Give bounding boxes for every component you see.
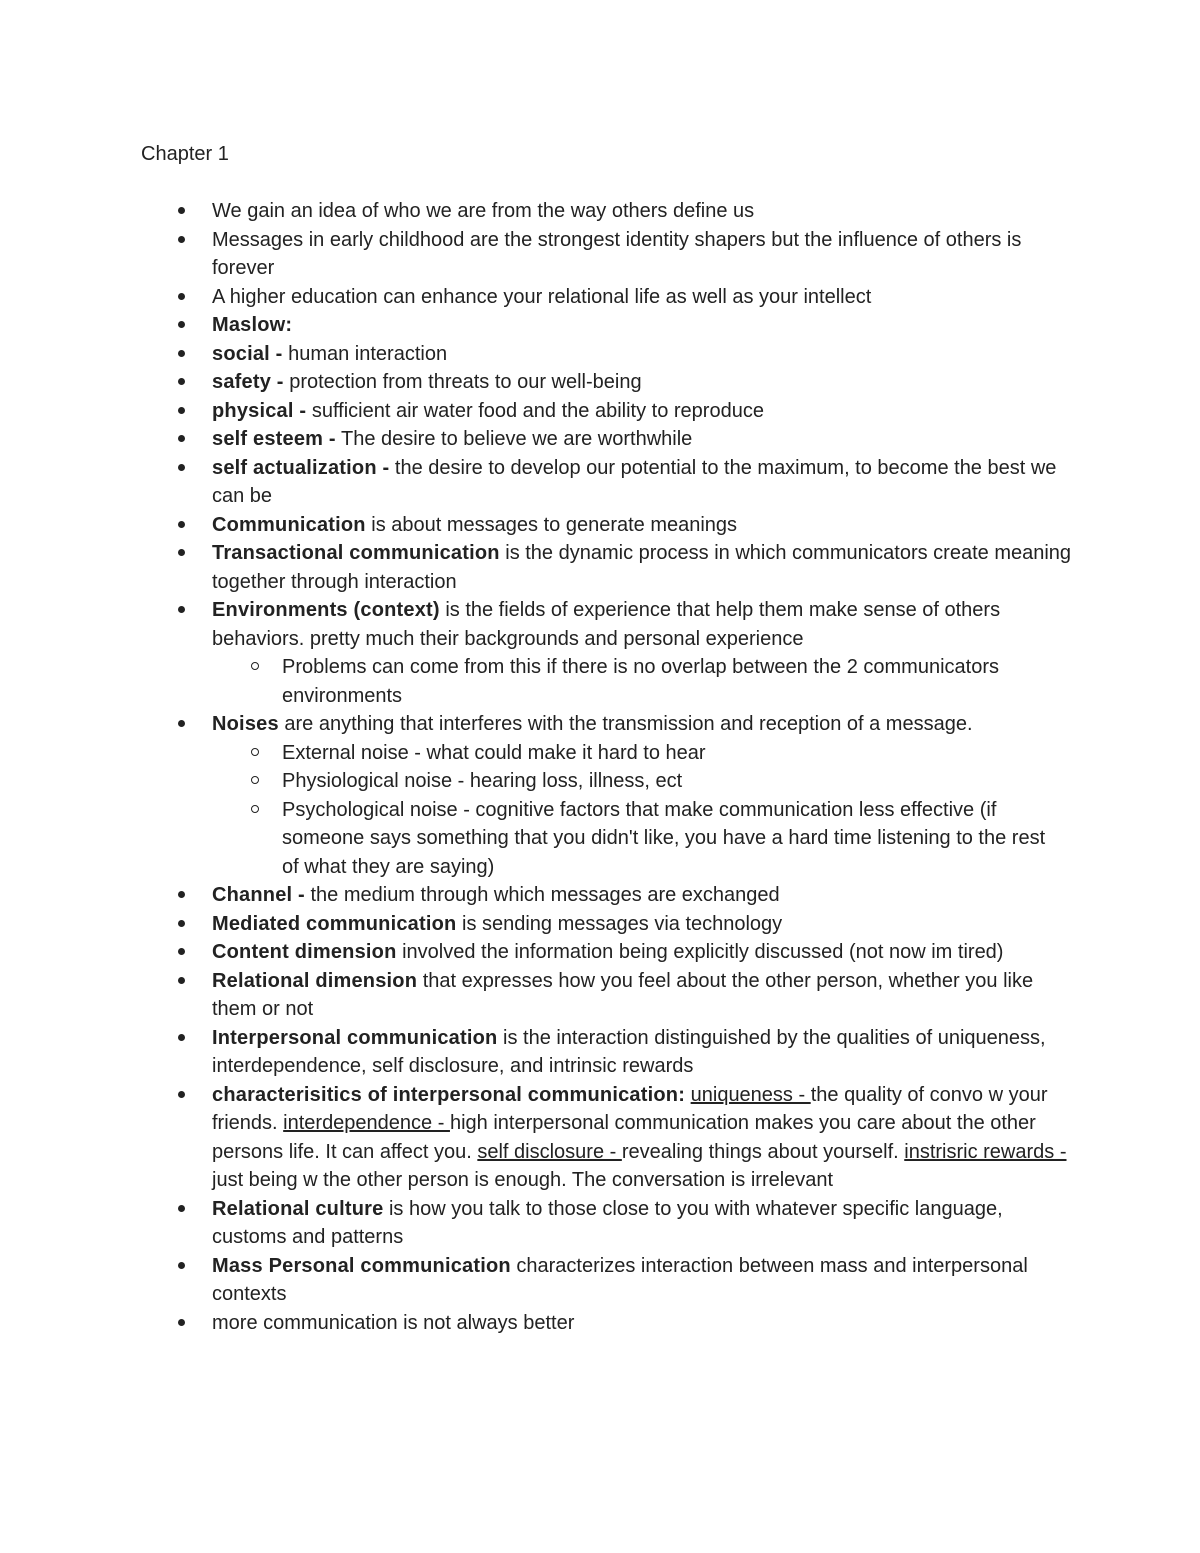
term: physical - bbox=[212, 399, 307, 422]
list-item: self esteem - The desire to believe we are worthwhile bbox=[0, 425, 1072, 454]
term: characterisitics of interpersonal communication: bbox=[212, 1083, 686, 1106]
chapter-title: Chapter 1 bbox=[141, 143, 229, 165]
sub-list-item: Psychological noise - cognitive factors that make communication less effective (if someone says something that you didn't like, you have a hard time listening to the rest of what they are saying) bbox=[212, 796, 1062, 882]
term: Mediated communication bbox=[212, 912, 457, 935]
underlined-term: uniqueness - bbox=[690, 1083, 811, 1106]
term: Relational dimension bbox=[212, 969, 418, 992]
list-item: Communication is about messages to generate meanings bbox=[0, 511, 1072, 540]
sub-list-item: Problems can come from this if there is no overlap between the 2 communicators environments bbox=[212, 653, 1062, 710]
list-item: Transactional communication is the dynamic process in which communicators create meaning together through interaction bbox=[0, 539, 1072, 596]
term: social - bbox=[212, 342, 283, 365]
term: Maslow: bbox=[212, 314, 293, 336]
list-item: characterisitics of interpersonal communication: uniqueness - the quality of convo w your friends. interdependence - high interpersonal communication makes you care about the other persons life. It can affect you. self disclosure - revealing things about yourself. instrisric rewards - just being w the other person is enough. The conversation is irrelevant bbox=[0, 1081, 1072, 1195]
list-item: self actualization - the desire to develop our potential to the maximum, to become the best we can be bbox=[0, 454, 1072, 511]
list-item: Content dimension involved the information being explicitly discussed (not now im tired) bbox=[0, 938, 1072, 967]
list-item: A higher education can enhance your relational life as well as your intellect bbox=[0, 283, 1072, 312]
term: Channel - bbox=[212, 884, 305, 906]
term: Relational culture bbox=[212, 1197, 384, 1220]
sub-list-item: External noise - what could make it hard to hear bbox=[212, 739, 1062, 768]
list-item: Interpersonal communication is the interaction distinguished by the qualities of uniqueness, interdependence, self disclosure, and intrinsic rewards bbox=[0, 1024, 1072, 1081]
sub-list bbox=[212, 739, 1072, 882]
term: self esteem - bbox=[212, 428, 336, 450]
list-item bbox=[0, 311, 1072, 340]
sub-list-item: Physiological noise - hearing loss, illness, ect bbox=[212, 767, 1062, 796]
term: Transactional communication bbox=[212, 542, 500, 564]
list-item: Messages in early childhood are the strongest identity shapers but the influence of others is forever bbox=[0, 226, 1072, 283]
term: Interpersonal communication bbox=[212, 1026, 498, 1049]
term: Noises bbox=[212, 713, 279, 735]
list-item: social - human interaction bbox=[0, 340, 1072, 369]
underlined-term: instrisric rewards - bbox=[904, 1140, 1067, 1163]
sub-list bbox=[212, 653, 1072, 710]
term: self actualization - bbox=[212, 456, 390, 479]
term: Communication bbox=[212, 513, 366, 536]
term: Content dimension bbox=[212, 941, 397, 963]
list-item: Noises are anything that interferes with the transmission and reception of a message. External noise - what could make it hard to hear Physiological noise - hearing loss, illness, ect Psychological noise - cognitive factors that make communication less effective (if someone says something that you didn't like, you have a hard time listening to the rest of what they are saying) bbox=[0, 710, 1072, 881]
term: Mass Personal communication bbox=[212, 1254, 511, 1277]
list-item: Environments (context) is the fields of experience that help them make sense of others behaviors. pretty much their backgrounds and personal experience Problems can come from this if there is no overlap between the 2 communicators environments bbox=[0, 596, 1072, 710]
list-item: Relational culture is how you talk to those close to you with whatever specific language, customs and patterns bbox=[0, 1195, 1072, 1252]
underlined-term: self disclosure - bbox=[477, 1140, 622, 1163]
list-item: We gain an idea of who we are from the way others define us bbox=[0, 197, 1072, 226]
list-item: Mass Personal communication characterizes interaction between mass and interpersonal contexts bbox=[0, 1252, 1072, 1309]
term: safety - bbox=[212, 371, 284, 393]
notes-list bbox=[0, 197, 1200, 1337]
list-item: Relational dimension that expresses how you feel about the other person, whether you like them or not bbox=[0, 967, 1072, 1024]
term: Environments (context) bbox=[212, 599, 440, 621]
list-item: Mediated communication is sending messages via technology bbox=[0, 910, 1072, 939]
list-item: more communication is not always better bbox=[0, 1309, 1072, 1338]
list-item: Channel - the medium through which messages are exchanged bbox=[0, 881, 1072, 910]
list-item: physical - sufficient air water food and the ability to reproduce bbox=[0, 397, 1072, 426]
underlined-term: interdependence - bbox=[283, 1112, 450, 1134]
list-item: safety - protection from threats to our well-being bbox=[0, 368, 1072, 397]
